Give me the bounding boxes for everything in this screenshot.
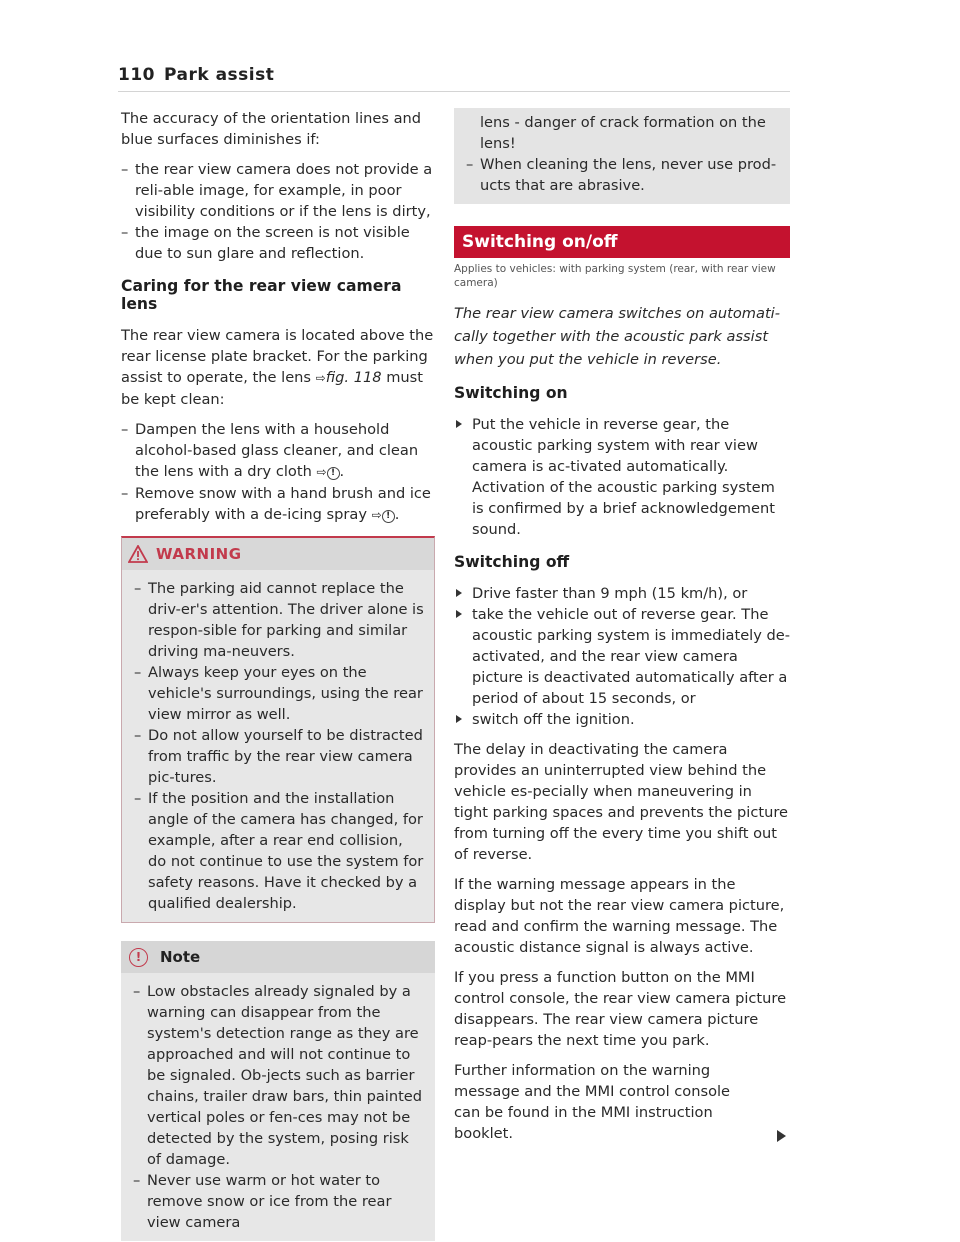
caring-text: The rear view camera is located above the rear license plate bracket. For the parking assist to operate, the lens: [121, 327, 434, 386]
accuracy-list: [121, 159, 435, 264]
switching-on-heading: Switching on: [454, 384, 568, 402]
arrow-ref-icon: ⇨: [316, 465, 327, 479]
left-column: [121, 108, 435, 1241]
warning-title: WARNING: [156, 545, 242, 563]
step-item: take the vehicle out of reverse gear. The acoustic parking system is immediately de-activated, and the rear view camera picture is deactivated automatically after a period of about 15 seconds, or: [454, 604, 790, 709]
caution-ref-icon[interactable]: !: [327, 467, 340, 480]
caring-paragraph: [121, 325, 435, 410]
accuracy-intro: The accuracy of the orientation lines and blue surfaces diminishes if:: [121, 110, 422, 148]
list-item: [121, 419, 435, 483]
list-item: – When cleaning the lens, never use prod-ucts that are abrasive.: [466, 154, 778, 196]
caring-heading: Caring for the rear view camera lens: [121, 277, 402, 313]
step-item: Drive faster than 9 mph (15 km/h), or: [454, 583, 790, 604]
caution-ref-icon[interactable]: !: [382, 510, 395, 523]
caring-text-end: must be kept clean:: [121, 369, 423, 408]
note-continuation-box: [454, 108, 790, 204]
list-item: – Always keep your eyes on the vehicle's surroundings, using the rear view mirror as well.: [134, 662, 424, 725]
list-item: – Never use warm or hot water to remove snow or ice from the rear view camera: [133, 1170, 425, 1233]
body-paragraph: [454, 1060, 790, 1144]
continue-arrow-icon: [777, 1130, 786, 1142]
body-paragraph: If the warning message appears in the display but not the rear view camera picture, read and confirm the warning message. The acoustic distance signal is always active.: [454, 876, 785, 956]
note-box: [121, 941, 435, 1241]
list-item: – Do not allow yourself to be distracted from traffic by the rear view camera pic-tures.: [134, 725, 424, 788]
section-intro: The rear view camera switches on automati-cally together with the acoustic park assist when you put the vehicle in reverse.: [454, 305, 781, 368]
arrow-ref-icon: ⇨: [315, 371, 326, 385]
switching-off-list: [454, 583, 790, 730]
switching-off-heading: Switching off: [454, 553, 570, 571]
note-exclamation-icon: !: [129, 948, 148, 967]
step-item: switch off the ignition.: [454, 709, 790, 730]
list-item: – The parking aid cannot replace the driv-er's attention. The driver alone is respon-sible for parking and similar driving ma-neuvers.: [134, 578, 424, 662]
figure-ref-link[interactable]: fig. 118: [325, 369, 382, 386]
body-paragraph: The delay in deactivating the camera provides an uninterrupted view behind the vehicle es-pecially when maneuvering in tight parking spaces and prevents the picture from turning off the every time you shift out of reverse.: [454, 741, 788, 863]
list-item: – If the position and the installation angle of the camera has changed, for example, after a rear end collision, do not continue to use the system for safety reasons. Have it checked by a qualified dealership.: [134, 788, 424, 914]
warning-header: [122, 538, 434, 570]
page-number: 110: [118, 65, 155, 85]
warning-box: [121, 536, 435, 923]
list-item: – the rear view camera does not provide a reli-able image, for example, in poor visibility conditions or if the lens is dirty,: [121, 159, 435, 222]
list-item: – the image on the screen is not visible due to sun glare and reflection.: [121, 222, 435, 264]
applies-to-text: Applies to vehicles: with parking system (rear, with rear view camera): [454, 263, 776, 289]
step-item: Put the vehicle in reverse gear, the acoustic parking system with rear view camera is ac-tivated automatically. Activation of the acoustic parking system is confirmed by a brief acknowledgement sound.: [454, 414, 790, 540]
page-header: [118, 63, 790, 92]
list-item: [121, 483, 435, 526]
switching-on-list: [454, 414, 790, 540]
right-column: [454, 108, 790, 1153]
list-item: – Low obstacles already signaled by a warning can disappear from the system's detection range as they are approached and will not continue to be signaled. Ob-jects such as barrier chains, trailer draw bars, thin painted vertical poles or fen-ces may not be detected by the system, posing risk of damage.: [133, 981, 425, 1170]
warning-body: [122, 570, 434, 922]
warning-triangle-icon: [128, 545, 148, 563]
arrow-ref-icon: ⇨: [371, 508, 382, 522]
body-paragraph-text: Further information on the warning message and the MMI control console can be found in the MMI instruction booklet.: [454, 1062, 731, 1142]
list-item-text: Remove snow with a hand brush and ice preferably with a de-icing spray: [135, 485, 431, 523]
list-item-end: .: [394, 506, 400, 523]
list-item-end: .: [339, 463, 345, 480]
body-paragraph: If you press a function button on the MMI control console, the rear view camera picture disappears. The rear view camera picture reap-pears the next time you park.: [454, 969, 787, 1049]
running-section-title: Park assist: [164, 65, 275, 85]
list-item-text: Dampen the lens with a household alcohol-based glass cleaner, and clean the lens with a dry cloth: [135, 421, 419, 480]
note-title: Note: [160, 948, 201, 966]
section-title-bar: Switching on/off: [454, 226, 790, 258]
note-header: [121, 941, 435, 973]
note-continuation-text: lens - danger of crack formation on the lens!: [480, 114, 766, 152]
note-body: [121, 973, 435, 1241]
caring-list: [121, 419, 435, 526]
